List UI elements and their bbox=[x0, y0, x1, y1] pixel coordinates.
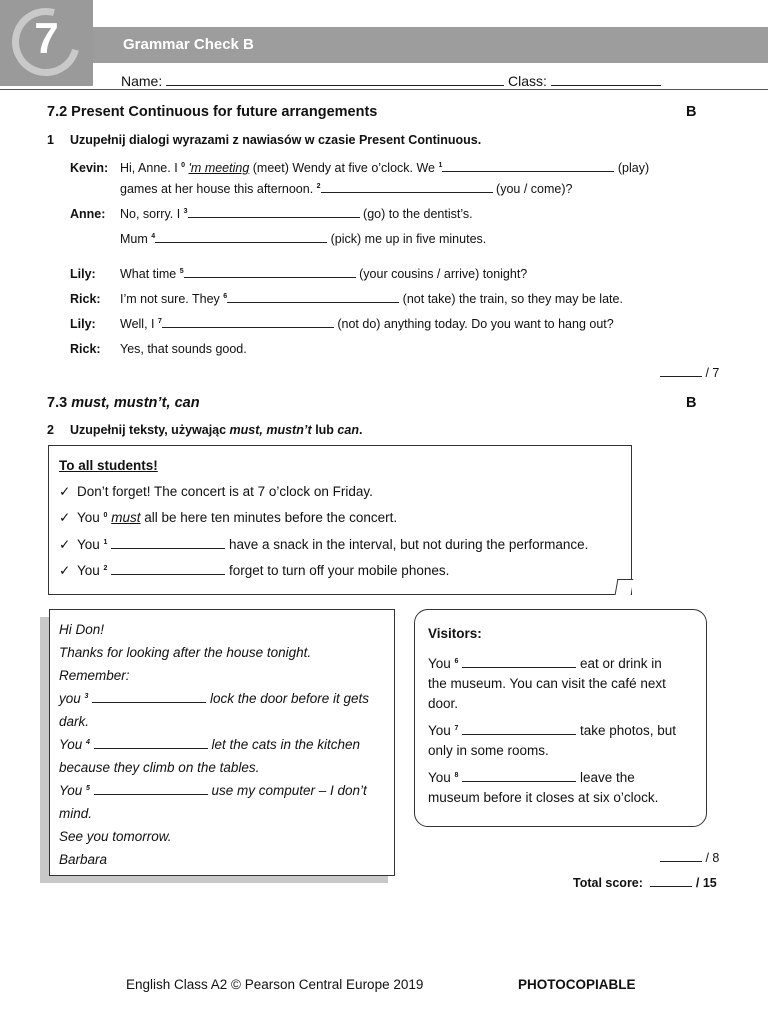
notice-item: ✓ You $^2$ forget to turn off your mobile phones. bbox=[59, 563, 450, 578]
note-line: Thanks for looking after the house tonight. bbox=[59, 645, 312, 660]
page-curl-decoration bbox=[615, 579, 634, 595]
section-heading-7-2: 7.2 Present Continuous for future arrangements bbox=[47, 104, 378, 120]
answer-blank-1[interactable] bbox=[442, 161, 614, 172]
note-line: Remember: bbox=[59, 668, 130, 683]
answer-blank-3[interactable] bbox=[188, 207, 360, 218]
title-bar bbox=[93, 27, 768, 63]
section-heading-7-3: 7.3 must, mustn’t, can bbox=[47, 395, 200, 411]
notice-item: ✓ You $^0$ must all be here ten minutes before the concert. bbox=[59, 510, 398, 525]
speaker: Rick: bbox=[70, 342, 101, 356]
name-field[interactable] bbox=[166, 75, 504, 86]
dialogue-line: Yes, that sounds good. bbox=[120, 342, 247, 356]
speaker: Anne: bbox=[70, 207, 106, 221]
footer-copyright: English Class A2 © Pearson Central Europe 2019 bbox=[126, 977, 424, 992]
answer-blank-6[interactable] bbox=[462, 657, 576, 668]
note-line: dark. bbox=[59, 714, 90, 729]
answer-blank-1[interactable] bbox=[111, 538, 225, 549]
footer-photocopiable: PHOTOCOPIABLE bbox=[518, 977, 636, 992]
answer-blank-7[interactable] bbox=[162, 317, 334, 328]
page-title: Grammar Check B bbox=[123, 36, 254, 53]
visitors-sign bbox=[414, 609, 707, 827]
note-line: Hi Don! bbox=[59, 622, 105, 637]
note-line: See you tomorrow. bbox=[59, 829, 172, 844]
visitors-line: door. bbox=[428, 696, 459, 711]
score-field[interactable] bbox=[660, 851, 702, 862]
dialogue-line: games at her house this afternoon. $^2$ (you / come)? bbox=[120, 182, 573, 196]
note-line: you $^3$ lock the door before it gets bbox=[59, 691, 370, 706]
example-answer: must bbox=[111, 510, 141, 525]
speaker: Lily: bbox=[70, 317, 96, 331]
answer-blank-3[interactable] bbox=[92, 692, 206, 703]
answer-blank-2[interactable] bbox=[321, 182, 493, 193]
dialogue-line: Mum $^4$ (pick) me up in five minutes. bbox=[120, 232, 487, 246]
name-label: Name: bbox=[121, 73, 163, 89]
task-2-instruction: 2 Uzupełnij teksty, używając must, mustn’t lub can. bbox=[47, 423, 363, 437]
note-signature: Barbara bbox=[59, 852, 108, 867]
notice-item: ✓ You $^1$ have a snack in the interval, but not during the performance. bbox=[59, 537, 589, 552]
class-field[interactable] bbox=[551, 75, 661, 86]
check-icon: ✓ bbox=[59, 537, 71, 552]
answer-blank-4[interactable] bbox=[94, 738, 208, 749]
notice-box bbox=[48, 445, 632, 595]
visitors-heading: Visitors: bbox=[428, 626, 482, 641]
score-field[interactable] bbox=[660, 366, 702, 377]
note-line: because they climb on the tables. bbox=[59, 760, 260, 775]
visitors-line: the museum. You can visit the café next bbox=[428, 676, 666, 691]
example-answer: 'm meeting bbox=[188, 161, 250, 175]
answer-blank-5[interactable] bbox=[184, 267, 356, 278]
visitors-line: museum before it closes at six o’clock. bbox=[428, 790, 659, 805]
answer-blank-6[interactable] bbox=[227, 292, 399, 303]
visitors-line: You $^6$ eat or drink in bbox=[428, 656, 662, 671]
answer-blank-4[interactable] bbox=[155, 232, 327, 243]
dialogue-line: Hi, Anne. I $^0$ 'm meeting (meet) Wendy at five o’clock. We $^1$ (play) bbox=[120, 161, 650, 175]
total-score-field[interactable] bbox=[650, 876, 692, 887]
divider bbox=[0, 89, 768, 90]
check-icon: ✓ bbox=[59, 484, 71, 499]
notice-item: ✓ Don’t forget! The concert is at 7 o’clock on Friday. bbox=[59, 484, 373, 499]
task-1-instruction: 1 Uzupełnij dialogi wyrazami z nawiasów w czasie Present Continuous. bbox=[47, 133, 482, 147]
section-score: / 7 bbox=[660, 366, 719, 380]
visitors-line: You $^8$ leave the bbox=[428, 770, 635, 785]
dialogue-line: Well, I $^7$ (not do) anything today. Do you want to hang out? bbox=[120, 317, 614, 331]
check-icon: ✓ bbox=[59, 510, 71, 525]
note-card bbox=[49, 609, 395, 876]
check-icon: ✓ bbox=[59, 563, 71, 578]
answer-blank-2[interactable] bbox=[111, 564, 225, 575]
answer-blank-7[interactable] bbox=[462, 724, 576, 735]
note-line: mind. bbox=[59, 806, 93, 821]
visitors-line: You $^7$ take photos, but bbox=[428, 723, 677, 738]
answer-blank-8[interactable] bbox=[462, 771, 576, 782]
answer-blank-5[interactable] bbox=[94, 784, 208, 795]
speaker: Kevin: bbox=[70, 161, 109, 175]
section-score: / 8 bbox=[660, 851, 719, 865]
visitors-line: only in some rooms. bbox=[428, 743, 549, 758]
total-score: Total score: / 15 bbox=[573, 876, 717, 890]
version-letter: B bbox=[686, 104, 697, 120]
class-label: Class: bbox=[508, 73, 547, 89]
dialogue-line: What time $^5$ (your cousins / arrive) tonight? bbox=[120, 267, 528, 281]
unit-number: 7 bbox=[34, 14, 59, 63]
speaker: Lily: bbox=[70, 267, 96, 281]
note-line: You $^4$ let the cats in the kitchen bbox=[59, 737, 361, 752]
note-line: You $^5$ use my computer – I don’t bbox=[59, 783, 367, 798]
version-letter: B bbox=[686, 395, 697, 411]
dialogue-line: No, sorry. I $^3$ (go) to the dentist’s. bbox=[120, 207, 473, 221]
dialogue-line: I’m not sure. They $^6$ (not take) the train, so they may be late. bbox=[120, 292, 623, 306]
name-class-line bbox=[121, 73, 661, 89]
unit-badge bbox=[0, 0, 93, 86]
speaker: Rick: bbox=[70, 292, 101, 306]
notice-heading: To all students! bbox=[59, 458, 158, 473]
